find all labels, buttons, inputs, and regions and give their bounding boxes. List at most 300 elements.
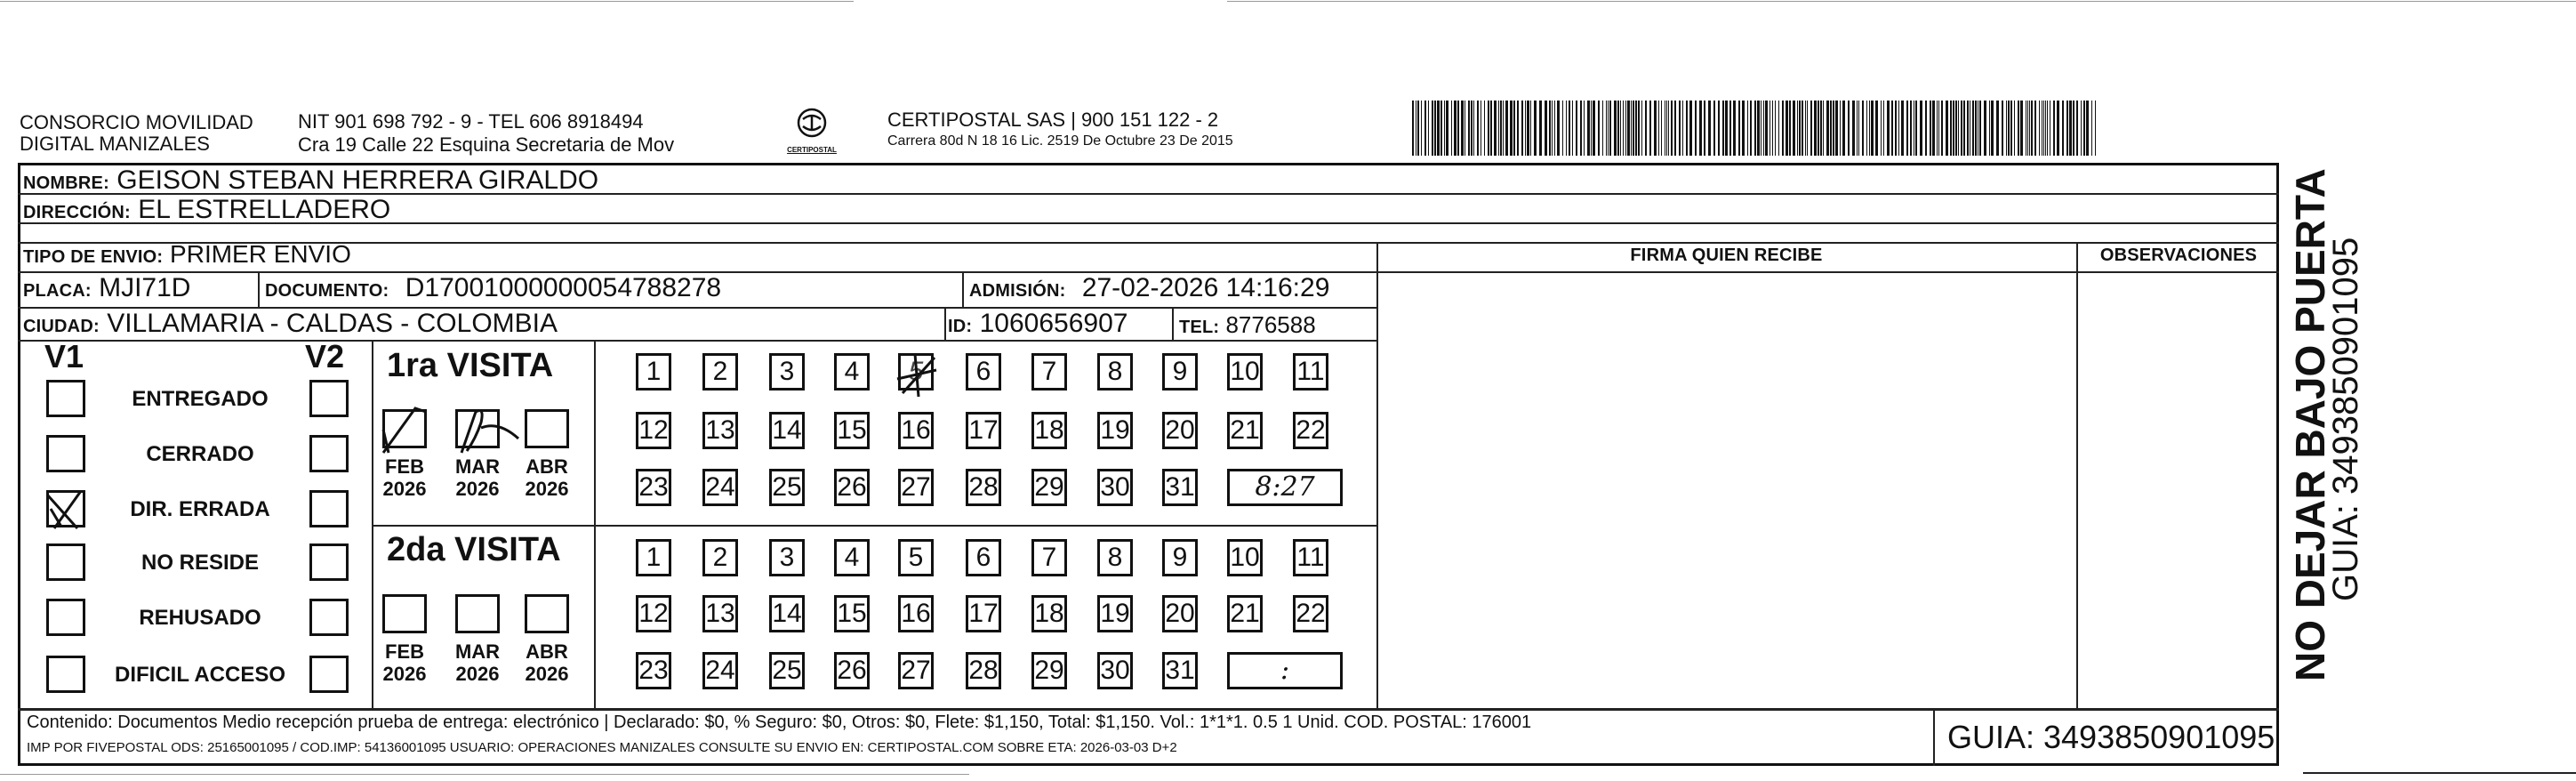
v1-checkbox[interactable] (46, 435, 85, 472)
v1-checkbox[interactable] (46, 599, 85, 636)
carrier-address: Carrera 80d N 18 16 Lic. 2519 De Octubre 23 De 2015 (887, 133, 1233, 149)
barcode-bar (1638, 101, 1640, 156)
ciudad-row (23, 309, 558, 339)
month-name: MAR (454, 455, 501, 478)
month-checkbox[interactable] (455, 409, 500, 448)
barcode-bar (1930, 101, 1931, 156)
day-box[interactable]: 17 (966, 412, 1001, 449)
barcode-bar (1901, 101, 1904, 156)
day-box[interactable]: 19 (1097, 412, 1133, 449)
day-box[interactable]: 7 (1031, 353, 1067, 390)
v2-checkbox[interactable] (309, 543, 349, 581)
day-box[interactable]: 19 (1097, 595, 1133, 632)
day-box[interactable]: 18 (1031, 412, 1067, 449)
day-box[interactable]: 23 (636, 652, 671, 689)
observaciones-header: OBSERVACIONES (2099, 246, 2258, 265)
day-box[interactable]: 1 (636, 353, 671, 390)
barcode-bar (1444, 101, 1445, 156)
day-box[interactable]: 18 (1031, 595, 1067, 632)
day-box[interactable]: 4 (834, 353, 870, 390)
day-box[interactable]: 9 (1162, 539, 1198, 576)
day-box[interactable]: 31 (1162, 652, 1198, 689)
barcode-bar (1823, 101, 1824, 156)
barcode-bar (1521, 101, 1523, 156)
barcode-bar (1742, 101, 1745, 156)
day-box[interactable]: 25 (769, 469, 805, 506)
day-mark-icon (892, 349, 945, 399)
col-firma-left (1376, 242, 1378, 709)
month-checkbox[interactable] (455, 594, 500, 633)
day-box[interactable]: 21 (1227, 412, 1263, 449)
month-year: 2026 (525, 663, 569, 685)
day-box[interactable]: 4 (834, 539, 870, 576)
row-line-6 (18, 340, 1378, 342)
day-box[interactable]: 29 (1031, 652, 1067, 689)
day-box[interactable]: 24 (702, 652, 738, 689)
barcode-bar (1598, 101, 1600, 156)
barcode-bar (1883, 101, 1884, 156)
shipment-barcode (1412, 101, 2101, 156)
day-box[interactable]: 25 (769, 652, 805, 689)
day-box[interactable]: 9 (1162, 353, 1198, 390)
barcode-bar (1609, 101, 1611, 156)
day-number: 5 (908, 357, 924, 386)
day-box[interactable]: 30 (1097, 469, 1133, 506)
barcode-bar (1820, 101, 1822, 156)
time-box[interactable]: : (1227, 652, 1343, 689)
month-checkbox[interactable] (382, 594, 427, 633)
month-checkbox[interactable] (382, 409, 427, 448)
day-box[interactable]: 6 (966, 353, 1001, 390)
month-label (446, 455, 509, 500)
month-label (516, 455, 578, 500)
month-label (516, 640, 578, 685)
day-box[interactable]: 14 (769, 412, 805, 449)
v2-checkbox[interactable] (309, 656, 349, 693)
month-year: 2026 (382, 663, 427, 685)
day-box[interactable]: 20 (1162, 412, 1198, 449)
v1-checkbox[interactable] (46, 490, 85, 527)
tipo-value: PRIMER ENVIO (170, 240, 351, 268)
barcode-bar (1750, 101, 1752, 156)
barcode-bar (1576, 101, 1577, 156)
barcode-bar (1668, 101, 1669, 156)
barcode-bar (1457, 101, 1459, 156)
month-checkbox[interactable] (525, 594, 569, 633)
day-box[interactable]: 6 (966, 539, 1001, 576)
day-box[interactable]: 3 (769, 353, 805, 390)
day-box[interactable] (898, 353, 934, 390)
barcode-bar (2045, 101, 2046, 156)
admision-value: 27-02-2026 14:16:29 (1081, 273, 1330, 302)
placa-value: MJI71D (99, 273, 191, 302)
tipo-row (23, 240, 351, 269)
day-box[interactable]: 28 (966, 469, 1001, 506)
nombre-label: NOMBRE: (23, 173, 109, 193)
placa-label: PLACA: (23, 281, 92, 301)
barcode-bar (2057, 101, 2059, 156)
footer-guia-sep (1933, 708, 1935, 766)
barcode-bar (1645, 101, 1647, 156)
day-box[interactable]: 23 (636, 469, 671, 506)
barcode-bar (1557, 101, 1560, 156)
barcode-bar (1412, 101, 1414, 156)
barcode-bar (1881, 101, 1882, 156)
documento-value: D17001000000054788278 (405, 273, 722, 302)
side-warning: NO DEJAR BAJO PUERTA (2287, 168, 2333, 681)
month-name: MAR (454, 640, 501, 663)
side-guia: GUIA: 3493850901095 (2326, 237, 2365, 601)
barcode-bar (1915, 101, 1917, 156)
v1-checkbox[interactable] (46, 380, 85, 417)
doc-adm-sep (962, 271, 964, 307)
day-box[interactable]: 22 (1293, 412, 1328, 449)
barcode-bar (1488, 101, 1489, 156)
day-box[interactable]: 13 (702, 412, 738, 449)
barcode-bar (1477, 101, 1479, 156)
barcode-bar (1434, 101, 1436, 156)
barcode-bar (1446, 101, 1448, 156)
barcode-bar (1938, 101, 1939, 156)
visit1-title: 1ra VISITA (387, 347, 554, 384)
barcode-bar (1810, 101, 1812, 156)
status-label: DIR. ERRADA (130, 497, 270, 521)
barcode-bar (1754, 101, 1756, 156)
barcode-bar (1614, 101, 1617, 156)
barcode-bar (1862, 101, 1864, 156)
col-obs-left (2076, 242, 2078, 709)
barcode-bar (2047, 101, 2048, 156)
day-box[interactable]: 27 (898, 469, 934, 506)
barcode-bar (1671, 101, 1673, 156)
documento-label: DOCUMENTO: (265, 281, 389, 301)
day-box[interactable]: 1 (636, 539, 671, 576)
barcode-bar (2043, 101, 2044, 156)
time-box[interactable]: 8:27 (1227, 469, 1343, 506)
day-box[interactable]: 17 (966, 595, 1001, 632)
day-box[interactable]: 26 (834, 469, 870, 506)
barcode-bar (1979, 101, 1981, 156)
barcode-bar (1654, 101, 1657, 156)
barcode-bar (1782, 101, 1784, 156)
barcode-bar (1757, 101, 1760, 156)
v1-checkbox[interactable] (46, 543, 85, 581)
barcode-bar (1566, 101, 1567, 156)
barcode-bar (1530, 101, 1531, 156)
id-row (948, 309, 1128, 339)
barcode-bar (2008, 101, 2010, 156)
barcode-bar (1932, 101, 1935, 156)
barcode-bar (1461, 101, 1464, 156)
status-label: NO RESIDE (140, 551, 260, 575)
day-box[interactable]: 27 (898, 652, 934, 689)
check-mark-icon (42, 484, 95, 534)
month-year: 2026 (382, 478, 427, 500)
barcode-bar (1593, 101, 1595, 156)
barcode-bar (1955, 101, 1957, 156)
barcode-bar (1686, 101, 1688, 156)
barcode-bar (1421, 101, 1422, 156)
barcode-bar (1807, 101, 1808, 156)
barcode-bar (1814, 101, 1817, 156)
month-label (446, 640, 509, 685)
barcode-bar (1635, 101, 1637, 156)
day-box[interactable]: 3 (769, 539, 805, 576)
tel-label: TEL: (1179, 318, 1220, 337)
footer-guia: GUIA: 3493850901095 (1947, 719, 2275, 755)
imp-text: IMP POR FIVEPOSTAL ODS: 25165001095 / COD.IMP: 54136001095 USUARIO: OPERACIONES MANIZALES CONSULTE SU ENVIO EN: CERTIPOSTAL.COM SOBRE ETA: 2026-03-03 D+2 (27, 740, 1177, 755)
v1-checkbox[interactable] (46, 656, 85, 693)
day-box[interactable]: 11 (1293, 539, 1328, 576)
barcode-bar (1818, 101, 1819, 156)
day-box[interactable]: 28 (966, 652, 1001, 689)
day-box[interactable]: 30 (1097, 652, 1133, 689)
v2-checkbox[interactable] (309, 380, 349, 417)
barcode-bar (1858, 101, 1859, 156)
barcode-bar (2069, 101, 2072, 156)
day-box[interactable]: 8 (1097, 353, 1133, 390)
barcode-bar (2006, 101, 2007, 156)
barcode-bar (1833, 101, 1834, 156)
barcode-bar (1468, 101, 1470, 156)
barcode-bar (1674, 101, 1676, 156)
barcode-bar (1946, 101, 1948, 156)
certipostal-logo-icon (792, 107, 831, 142)
day-box[interactable]: 13 (702, 595, 738, 632)
barcode-bar (1857, 101, 1858, 156)
barcode-bar (1963, 101, 1965, 156)
tipo-label: TIPO DE ENVIO: (23, 247, 164, 267)
company-info (298, 110, 674, 157)
barcode-bar (1975, 101, 1977, 156)
day-box[interactable]: 12 (636, 595, 671, 632)
barcode-bar (1772, 101, 1773, 156)
barcode-bar (1869, 101, 1870, 156)
barcode-bar (1848, 101, 1850, 156)
day-box[interactable]: 10 (1227, 539, 1263, 576)
barcode-bar (1437, 101, 1440, 156)
barcode-bar (1513, 101, 1515, 156)
barcode-bar (1490, 101, 1492, 156)
barcode-bar (1910, 101, 1912, 156)
barcode-bar (1625, 101, 1626, 156)
barcode-bar (1722, 101, 1724, 156)
barcode-bar (1539, 101, 1542, 156)
month-year: 2026 (455, 663, 500, 685)
row-line-3 (18, 242, 2279, 244)
id-value: 1060656907 (979, 309, 1128, 338)
tel-row (1179, 311, 1316, 339)
nombre-row (23, 165, 598, 196)
barcode-bar (1428, 101, 1429, 156)
day-box[interactable]: 2 (702, 539, 738, 576)
barcode-bar (2002, 101, 2003, 156)
day-box[interactable]: 16 (898, 595, 934, 632)
barcode-bar (1424, 101, 1426, 156)
barcode-bar (1591, 101, 1592, 156)
month-year: 2026 (455, 478, 500, 500)
barcode-bar (1738, 101, 1740, 156)
barcode-bar (1763, 101, 1764, 156)
barcode-bar (1661, 101, 1662, 156)
direccion-value: EL ESTRELLADERO (138, 195, 391, 224)
barcode-bar (1494, 101, 1497, 156)
barcode-bar (1584, 101, 1585, 156)
status-label: REHUSADO (139, 606, 261, 630)
admision-row (969, 273, 1329, 303)
barcode-bar (1871, 101, 1874, 156)
company-address: Cra 19 Calle 22 Esquina Secretaria de Mov (298, 133, 675, 156)
month-mark-icon (380, 403, 442, 456)
barcode-bar (1799, 101, 1801, 156)
barcode-bar (2091, 101, 2092, 156)
barcode-bar (1649, 101, 1651, 156)
month-name: FEB (385, 455, 424, 478)
barcode-bar (1500, 101, 1502, 156)
barcode-bar (1484, 101, 1485, 156)
barcode-bar (2010, 101, 2012, 156)
day-box[interactable]: 14 (769, 595, 805, 632)
month-label (373, 640, 436, 685)
barcode-bar (1729, 101, 1731, 156)
month-name: FEB (385, 640, 424, 663)
v2-checkbox[interactable] (309, 490, 349, 527)
day-box[interactable]: 7 (1031, 539, 1067, 576)
barcode-bar (1602, 101, 1603, 156)
barcode-bar (2014, 101, 2015, 156)
barcode-bar (1895, 101, 1897, 156)
barcode-bar (1747, 101, 1748, 156)
bottom-rule-right (2303, 772, 2576, 774)
barcode-bar (1505, 101, 1508, 156)
barcode-bar (1471, 101, 1473, 156)
documento-row (265, 273, 721, 303)
month-name: ABR (526, 640, 568, 663)
v2-checkbox[interactable] (309, 599, 349, 636)
barcode-bar (2081, 101, 2082, 156)
barcode-bar (1417, 101, 1419, 156)
day-box[interactable]: 29 (1031, 469, 1067, 506)
barcode-bar (1623, 101, 1624, 156)
barcode-bar (1996, 101, 1999, 156)
tel-value: 8776588 (1225, 311, 1316, 338)
barcode-bar (1695, 101, 1697, 156)
barcode-bar (1552, 101, 1553, 156)
day-box[interactable]: 24 (702, 469, 738, 506)
barcode-bar (1587, 101, 1590, 156)
top-rule-left (0, 1, 854, 2)
barcode-bar (1972, 101, 1974, 156)
day-box[interactable]: 26 (834, 652, 870, 689)
placa-row (23, 273, 190, 303)
barcode-bar (1789, 101, 1791, 156)
barcode-bar (1891, 101, 1893, 156)
barcode-bar (1906, 101, 1908, 156)
barcode-bar (1679, 101, 1681, 156)
footer-top-line (18, 708, 2279, 711)
barcode-bar (1666, 101, 1667, 156)
barcode-bar (1769, 101, 1770, 156)
barcode-bar (1704, 101, 1705, 156)
barcode-bar (2076, 101, 2078, 156)
barcode-bar (1713, 101, 1715, 156)
ciudad-id-sep (944, 307, 946, 340)
barcode-bar (2095, 101, 2096, 156)
barcode-bar (2018, 101, 2019, 156)
day-box[interactable]: 2 (702, 353, 738, 390)
barcode-bar (1967, 101, 1969, 156)
barcode-bar (1569, 101, 1570, 156)
barcode-bar (1778, 101, 1779, 156)
barcode-bar (1525, 101, 1526, 156)
status-label: ENTREGADO (132, 387, 269, 411)
barcode-bar (1830, 101, 1832, 156)
barcode-bar (1941, 101, 1943, 156)
barcode-bar (1527, 101, 1529, 156)
id-tel-sep (1172, 307, 1174, 340)
barcode-bar (1454, 101, 1457, 156)
barcode-bar (1937, 101, 1938, 156)
barcode-bar (1840, 101, 1841, 156)
barcode-bar (1866, 101, 1867, 156)
barcode-bar (1498, 101, 1499, 156)
day-box[interactable]: 12 (636, 412, 671, 449)
barcode-bar (1440, 101, 1442, 156)
visit-divider (372, 525, 1376, 527)
certipostal-logo (772, 107, 852, 154)
barcode-bar (1620, 101, 1621, 156)
day-box[interactable]: 16 (898, 412, 934, 449)
barcode-bar (1733, 101, 1736, 156)
bottom-rule-left (0, 774, 969, 775)
month-label (373, 455, 436, 500)
day-box[interactable]: 8 (1097, 539, 1133, 576)
status-label: DIFICIL ACCESO (114, 663, 285, 687)
barcode-bar (1510, 101, 1513, 156)
day-box[interactable]: 10 (1227, 353, 1263, 390)
barcode-bar (1554, 101, 1555, 156)
barcode-bar (2073, 101, 2074, 156)
day-box[interactable]: 15 (834, 595, 870, 632)
barcode-bar (1606, 101, 1607, 156)
barcode-bar (1451, 101, 1452, 156)
barcode-bar (1898, 101, 1899, 156)
company-line-2: DIGITAL MANIZALES (20, 133, 210, 155)
month-checkbox[interactable] (525, 409, 569, 448)
v2-checkbox[interactable] (309, 435, 349, 472)
carrier-name: CERTIPOSTAL SAS | 900 151 122 - 2 (887, 109, 1219, 131)
day-box[interactable]: 11 (1293, 353, 1328, 390)
barcode-bar (1920, 101, 1922, 156)
day-box[interactable]: 31 (1162, 469, 1198, 506)
day-box[interactable]: 15 (834, 412, 870, 449)
barcode-bar (2034, 101, 2036, 156)
barcode-bar (2031, 101, 2033, 156)
day-box[interactable]: 20 (1162, 595, 1198, 632)
barcode-bar (1984, 101, 1986, 156)
barcode-bar (1875, 101, 1878, 156)
barcode-bar (1887, 101, 1890, 156)
barcode-bar (1989, 101, 1990, 156)
barcode-bar (1765, 101, 1768, 156)
top-rule-right (1227, 1, 2576, 2)
barcode-bar (2027, 101, 2028, 156)
day-box[interactable]: 21 (1227, 595, 1263, 632)
company-name (20, 112, 253, 155)
day-box[interactable]: 5 (898, 539, 934, 576)
barcode-bar (1473, 101, 1474, 156)
day-box[interactable]: 22 (1293, 595, 1328, 632)
